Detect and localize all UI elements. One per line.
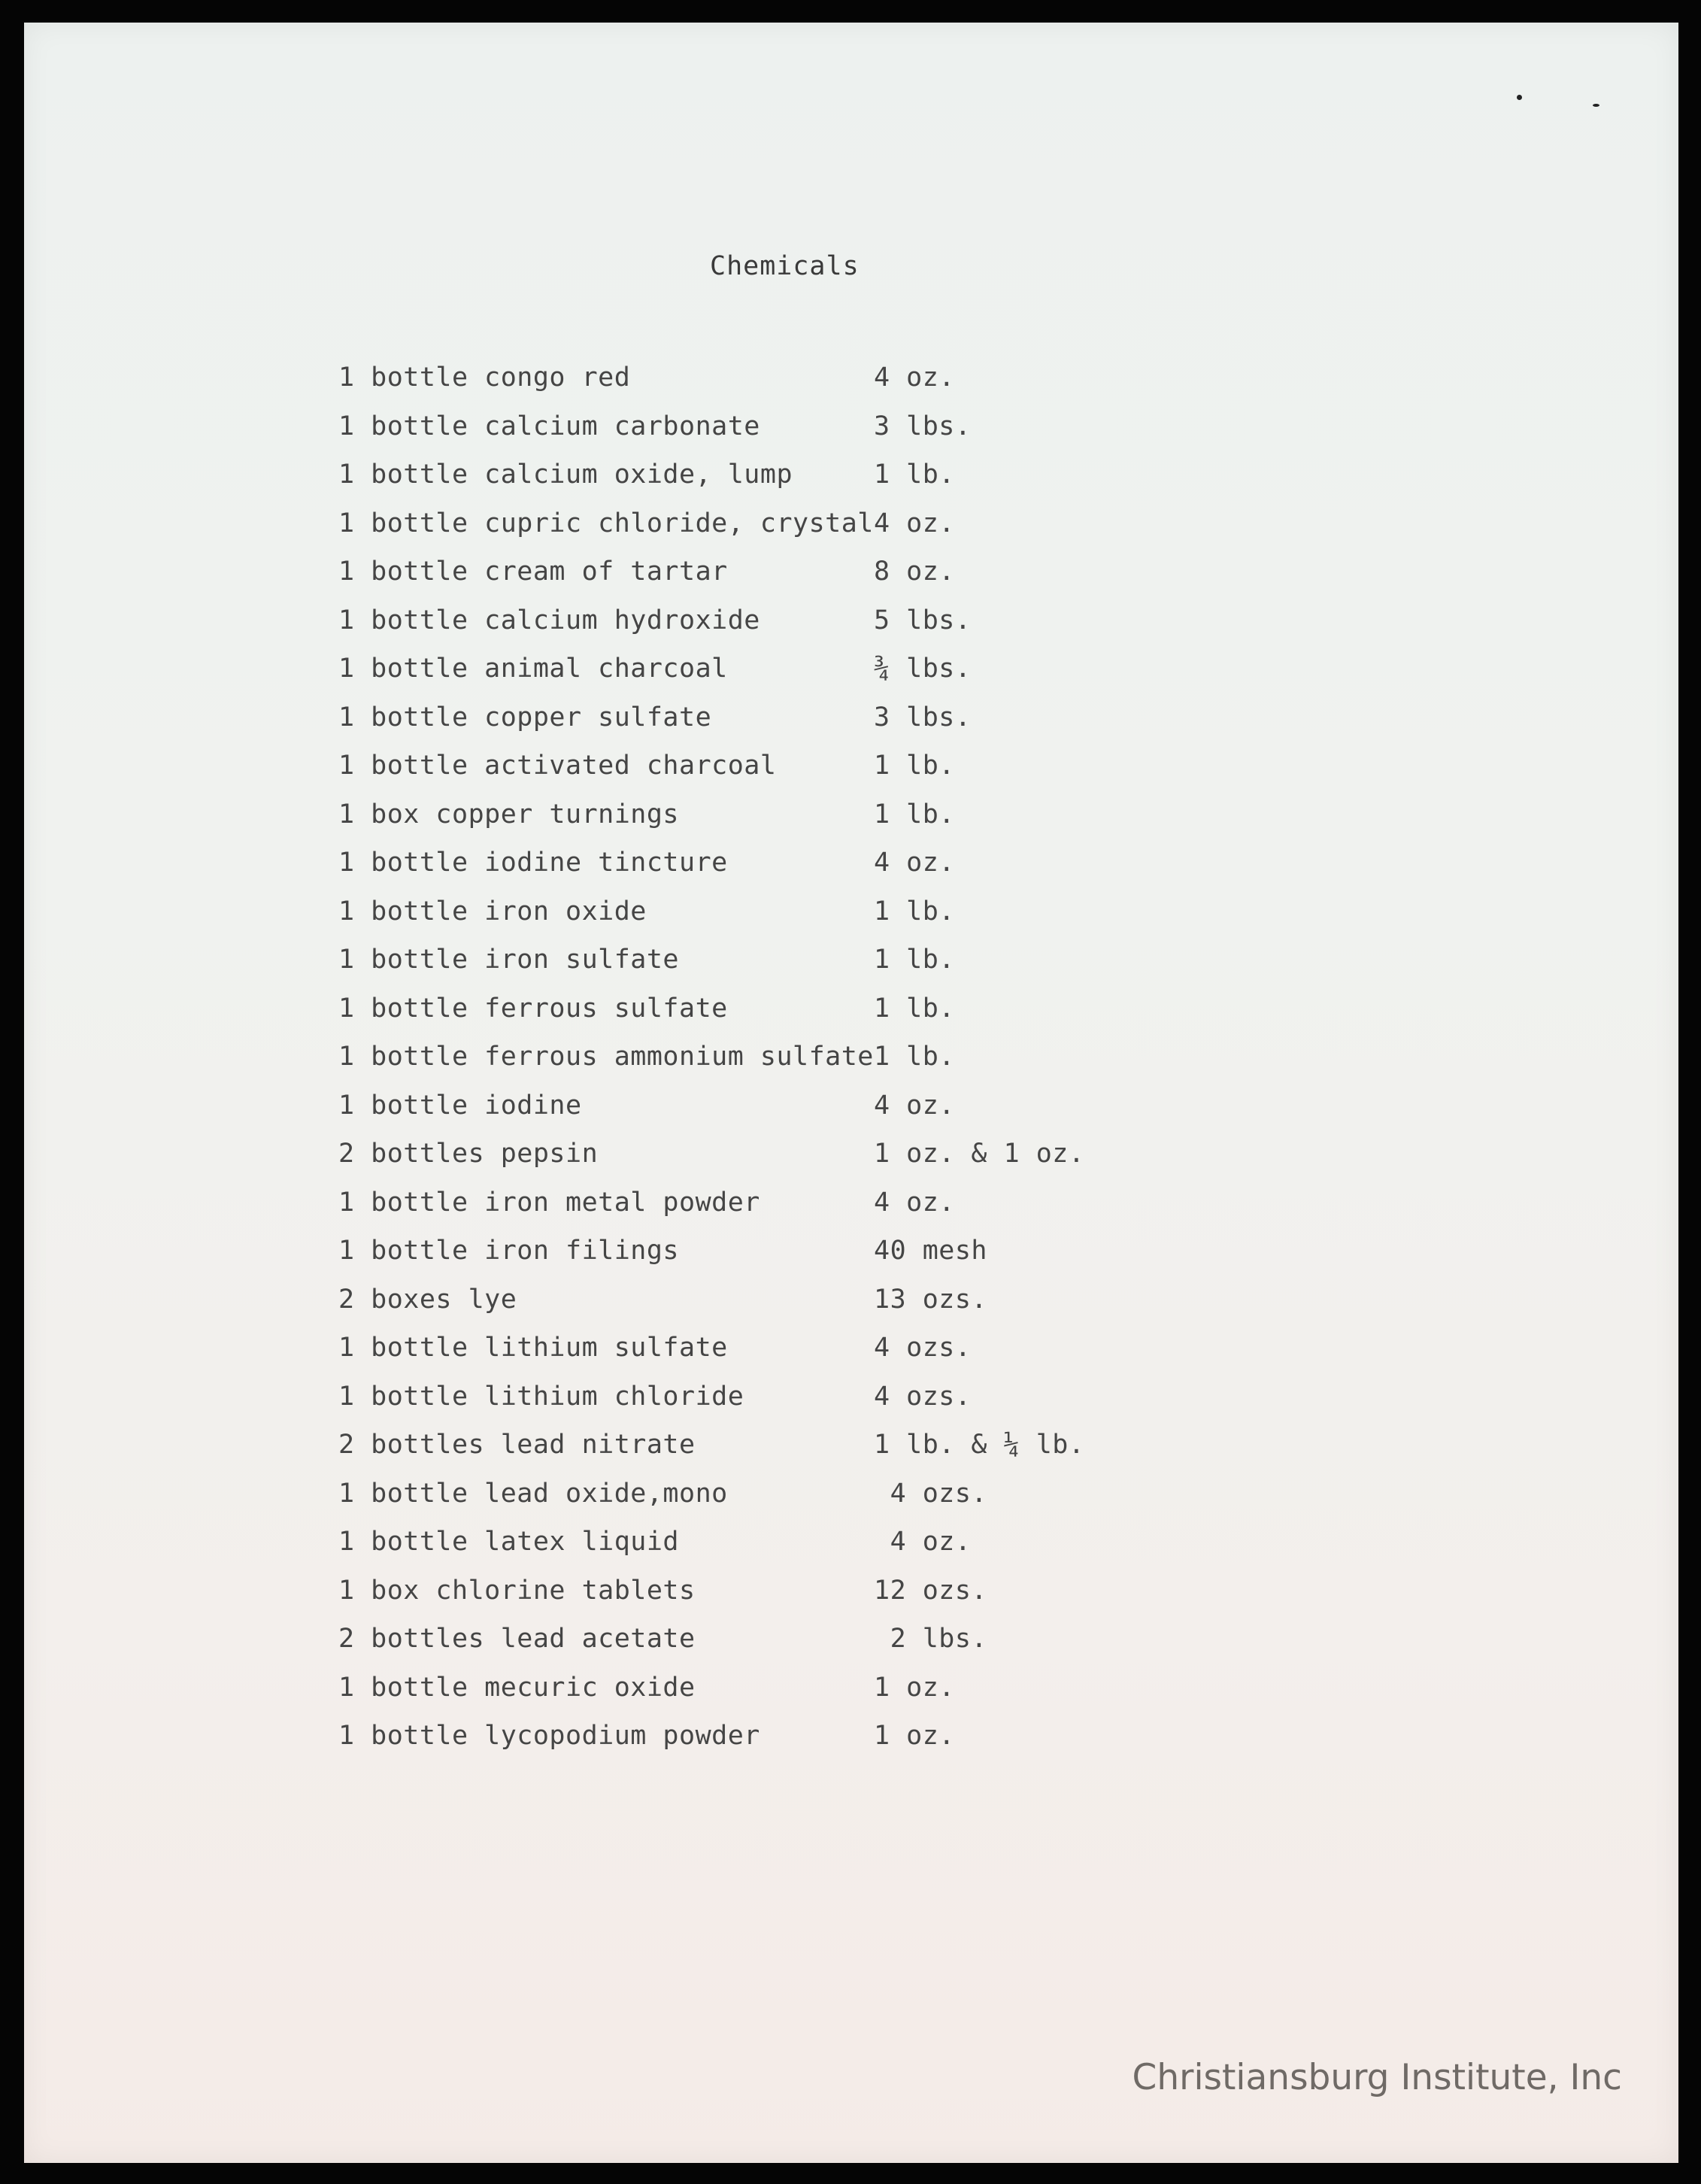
item-quantity: 1 lb. & ¼ lb. <box>874 1430 1085 1460</box>
item-quantity: 4 oz. <box>874 1090 955 1121</box>
chemical-list <box>338 362 1166 1770</box>
item-description: 1 bottle iron filings <box>338 1236 680 1266</box>
item-description: 2 boxes lye <box>338 1284 517 1315</box>
item-quantity: 1 lb. <box>874 751 955 781</box>
item-description: 1 bottle copper sulfate <box>338 702 712 733</box>
list-item <box>338 1576 1166 1624</box>
item-description: 2 bottles pepsin <box>338 1139 599 1169</box>
item-description: 1 bottle latex liquid <box>338 1527 680 1557</box>
item-quantity: 4 oz. <box>874 848 955 878</box>
item-quantity: 4 oz. <box>874 1187 955 1218</box>
item-quantity: 40 mesh <box>874 1236 988 1266</box>
list-item <box>338 1285 1166 1333</box>
list-item <box>338 654 1166 702</box>
item-quantity: 1 oz. <box>874 1721 955 1751</box>
item-quantity: 1 lb. <box>874 1042 955 1072</box>
item-quantity: 1 lb. <box>874 993 955 1024</box>
item-description: 1 bottle calcium carbonate <box>338 411 760 441</box>
list-item <box>338 1236 1166 1285</box>
item-description: 1 bottle lead oxide,mono <box>338 1478 728 1509</box>
item-description: 1 bottle iron oxide <box>338 896 647 927</box>
item-quantity: 4 oz. <box>874 1527 972 1557</box>
list-item <box>338 799 1166 848</box>
item-quantity: 2 lbs. <box>874 1624 988 1654</box>
item-description: 1 bottle lithium chloride <box>338 1381 744 1412</box>
list-item <box>338 1382 1166 1430</box>
item-quantity: ¾ lbs. <box>874 654 972 684</box>
watermark-text: Christiansburg Institute, Inc <box>1132 2057 1622 2098</box>
item-description: 1 bottle lycopodium powder <box>338 1721 760 1751</box>
item-description: 1 bottle calcium hydroxide <box>338 605 760 635</box>
list-item <box>338 460 1166 508</box>
item-quantity: 1 oz. <box>874 1672 955 1703</box>
list-item <box>338 1479 1166 1527</box>
item-quantity: 3 lbs. <box>874 702 972 733</box>
item-description: 1 box copper turnings <box>338 799 680 830</box>
list-item <box>338 1721 1166 1770</box>
item-quantity: 1 lb. <box>874 945 955 975</box>
item-quantity: 1 lb. <box>874 799 955 830</box>
list-item <box>338 896 1166 945</box>
item-quantity: 4 oz. <box>874 362 955 393</box>
item-description: 1 bottle iodine <box>338 1090 582 1121</box>
list-item <box>338 702 1166 751</box>
item-description: 1 box chlorine tablets <box>338 1575 696 1606</box>
list-item <box>338 362 1166 411</box>
item-quantity: 5 lbs. <box>874 605 972 635</box>
item-quantity: 4 ozs. <box>874 1381 972 1412</box>
item-description: 2 bottles lead acetate <box>338 1624 696 1654</box>
item-quantity: 12 ozs. <box>874 1575 988 1606</box>
list-item <box>338 1673 1166 1721</box>
list-item <box>338 848 1166 896</box>
item-quantity: 3 lbs. <box>874 411 972 441</box>
item-quantity: 4 ozs. <box>874 1478 988 1509</box>
item-description: 1 bottle iodine tincture <box>338 848 728 878</box>
item-description: 1 bottle ferrous sulfate <box>338 993 728 1024</box>
item-description: 1 bottle mecuric oxide <box>338 1672 696 1703</box>
item-description: 2 bottles lead nitrate <box>338 1430 696 1460</box>
ink-speck <box>1593 104 1599 107</box>
item-quantity: 8 oz. <box>874 557 955 587</box>
list-item <box>338 605 1166 654</box>
item-description: 1 bottle iron sulfate <box>338 945 680 975</box>
list-item <box>338 1430 1166 1479</box>
document-page <box>24 23 1678 2163</box>
item-description: 1 bottle activated charcoal <box>338 751 777 781</box>
list-item <box>338 751 1166 799</box>
list-item <box>338 1188 1166 1236</box>
list-item <box>338 993 1166 1042</box>
item-quantity: 4 oz. <box>874 508 955 538</box>
list-item <box>338 1527 1166 1576</box>
item-description: 1 bottle animal charcoal <box>338 654 728 684</box>
item-quantity: 1 lb. <box>874 460 955 490</box>
item-description: 1 bottle congo red <box>338 362 631 393</box>
list-item <box>338 945 1166 993</box>
item-quantity: 13 ozs. <box>874 1284 988 1315</box>
item-description: 1 bottle ferrous ammonium sulfate <box>338 1042 874 1072</box>
item-quantity: 1 oz. & 1 oz. <box>874 1139 1085 1169</box>
item-description: 1 bottle cream of tartar <box>338 557 728 587</box>
list-item <box>338 1042 1166 1090</box>
list-item <box>338 508 1166 557</box>
item-description: 1 bottle lithium sulfate <box>338 1333 728 1363</box>
list-item <box>338 1139 1166 1188</box>
item-description: 1 bottle calcium oxide, lump <box>338 460 793 490</box>
item-description: 1 bottle iron metal powder <box>338 1187 760 1218</box>
list-item <box>338 1624 1166 1673</box>
list-item <box>338 1090 1166 1139</box>
list-item <box>338 1333 1166 1382</box>
ink-speck <box>1517 95 1522 100</box>
list-item <box>338 411 1166 460</box>
item-description: 1 bottle cupric chloride, crystal <box>338 508 874 538</box>
item-quantity: 4 ozs. <box>874 1333 972 1363</box>
list-item <box>338 557 1166 605</box>
page-title: Chemicals <box>710 251 860 281</box>
item-quantity: 1 lb. <box>874 896 955 927</box>
